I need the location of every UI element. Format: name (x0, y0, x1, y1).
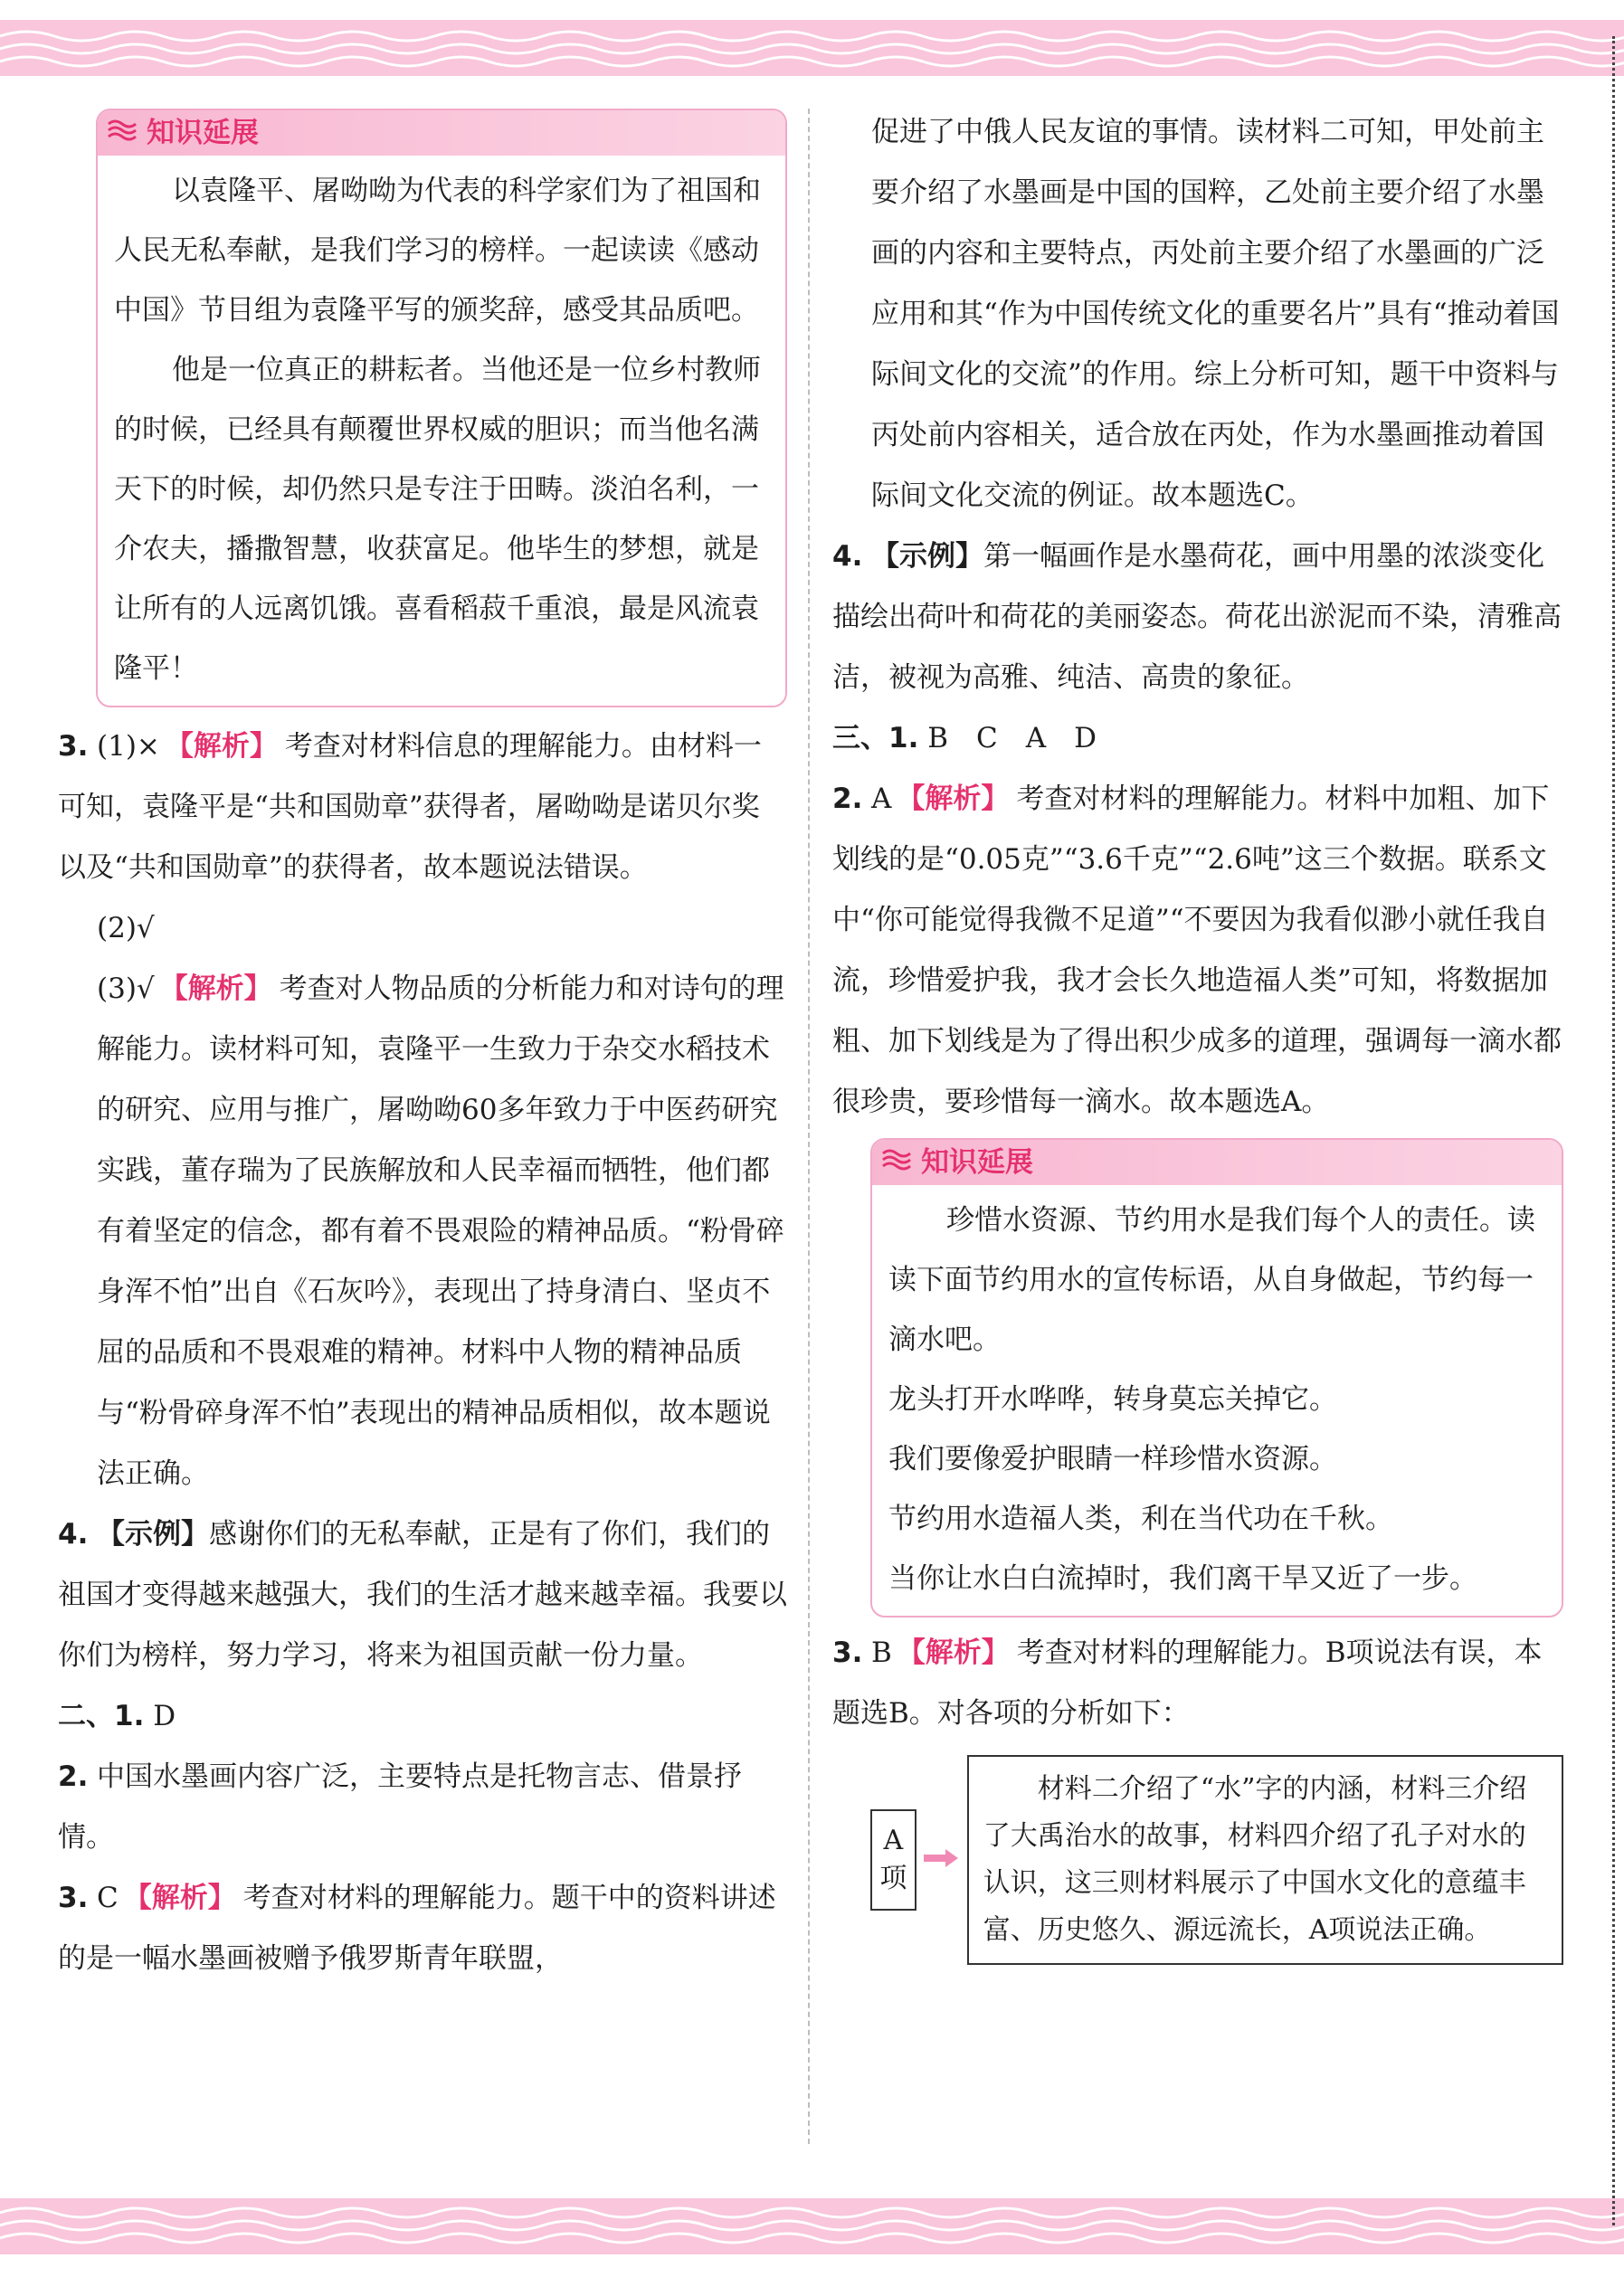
question-number: 4. (832, 540, 863, 573)
question-number: 1. (114, 1700, 145, 1732)
answer-letter: C (97, 1882, 119, 1914)
knowledge-box-right (870, 1138, 1563, 1618)
answer-letter: B (871, 1637, 892, 1669)
section-2-question-3 (58, 1868, 787, 1989)
question-number: 3. (58, 730, 89, 763)
continued-analysis-text: 促进了中俄人民友谊的事情。读材料二可知，甲处前主要介绍了水墨画是中国的国粹，乙处前主要介绍了水墨画的内容和主要特点，丙处前主要介绍了水墨画的广泛应用和其“作为中国传统文化的重要名片”具有“推动着国际间文化的交流”的作用。综上分析可知，题干中资料与丙处前内容相关，适合放在丙处，作为水墨画推动着国际间文化交流的例证。故本题选C。 (871, 116, 1560, 512)
analysis-tag: 【解析】 (159, 972, 272, 1005)
question-number: 3. (58, 1882, 89, 1914)
example-text: 感谢你们的无私奉献，正是有了你们，我们的祖国才变得越来越强大，我们的生活才越来越幸福。我要以你们为榜样，努力学习，将来为祖国贡献一份力量。 (58, 1518, 787, 1672)
right-column (832, 102, 1563, 1965)
top-wave-band (0, 20, 1624, 76)
answer-mark: (3)√ (97, 972, 155, 1005)
analysis-tag: 【解析】 (897, 783, 1010, 815)
knowledge-box-header (98, 110, 785, 156)
column-divider (808, 109, 810, 2144)
answer-text: D (153, 1700, 176, 1732)
slogan-line: 龙头打开水哗哗，转身莫忘关掉它。 (888, 1383, 1337, 1416)
example-tag: 【示例】 (871, 540, 983, 573)
section-3-question-3 (832, 1623, 1563, 1744)
left-column (58, 109, 787, 1989)
question-3 (58, 716, 787, 1504)
answer-mark: (2)√ (97, 912, 155, 944)
knowledge-paragraph: 他是一位真正的耕耘者。当他还是一位乡村教师的时候，已经具有颠覆世界权威的胆识；而当他名满天下的时候，却仍然只是专注于田畴。淡泊名利，一介农夫，播撒智慧，收获富足。他毕生的梦想，就是让所有的人远离饥饿。喜看稻菽千重浪，最是风流袁隆平！ (114, 354, 761, 685)
knowledge-paragraph: 珍惜水资源、节约用水是我们每个人的责任。读读下面节约用水的宣传标语，从自身做起，节约每一滴水吧。 (888, 1204, 1535, 1356)
bottom-wave-band (0, 2198, 1624, 2254)
arrow-right-icon (924, 1830, 960, 1891)
wave-lines-icon (107, 109, 138, 164)
question-number: 4. (58, 1518, 89, 1551)
knowledge-box-left (96, 109, 787, 707)
knowledge-box-title: 知识延展 (147, 116, 259, 149)
slogan-line: 节约用水造福人类，利在当代功在千秋。 (888, 1503, 1393, 1535)
wave-lines-icon (881, 1138, 912, 1193)
option-label-box (870, 1809, 916, 1911)
example-text: 第一幅画作是水墨荷花，画中用墨的浓淡变化描绘出荷叶和荷花的美丽姿态。荷花出淤泥而不染，清雅高洁，被视为高雅、纯洁、高贵的象征。 (832, 540, 1562, 694)
question-number: 3. (832, 1637, 863, 1669)
knowledge-paragraph: 以袁隆平、屠呦呦为代表的科学家们为了祖国和人民无私奉献，是我们学习的榜样。一起读读《感动中国》节目组为袁隆平写的颁奖辞，感受其品质吧。 (114, 175, 761, 327)
knowledge-box-body (872, 1185, 1562, 1616)
slogan-line: 当你让水白白流掉时，我们离干旱又近了一步。 (888, 1562, 1477, 1595)
answer-text: B C A D (927, 722, 1097, 754)
option-suffix: 项 (879, 1863, 907, 1894)
analysis-text: 考查对材料的理解能力。B项说法有误，本题选B。对各项的分析如下： (832, 1637, 1543, 1730)
section-3-question-2 (832, 769, 1563, 1133)
option-analysis-diagram (870, 1755, 1563, 1965)
analysis-tag: 【解析】 (123, 1882, 236, 1914)
analysis-tag: 【解析】 (897, 1637, 1010, 1669)
knowledge-box-title: 知识延展 (921, 1145, 1033, 1179)
section-label: 二、 (58, 1700, 114, 1732)
page-edge-dots (1612, 36, 1615, 2225)
analysis-text: 考查对材料的理解能力。题干中的资料讲述的是一幅水墨画被赠予俄罗斯青年联盟， (58, 1882, 776, 1975)
analysis-text: 考查对材料的理解能力。材料中加粗、加下划线的是“0.05克”“3.6千克”“2.6吨”这三个数据。联系文中“你可能觉得我微不足道”“不要因为我看似渺小就任我自流，珍惜爱护我，我才会长久地造福人类”可知，将数据加粗、加下划线是为了得出积少成多的道理，强调每一滴水都很珍贵，要珍惜每一滴水。故本题选A。 (832, 783, 1562, 1118)
section-3-question-1 (832, 708, 1563, 769)
analysis-tag: 【解析】 (165, 730, 278, 763)
right-question-4 (832, 527, 1563, 708)
section-2-question-2 (58, 1747, 787, 1868)
question-number: 2. (832, 783, 863, 815)
question-number: 1. (888, 722, 919, 754)
section-2-question-1 (58, 1686, 787, 1747)
option-letter: A (883, 1825, 904, 1856)
analysis-text: 考查对人物品质的分析能力和对诗句的理解能力。读材料可知，袁隆平一生致力于杂交水稻技术的研究、应用与推广，屠呦呦60多年致力于中医药研究实践，董存瑞为了民族解放和人民幸福而牺牲，他们都有着坚定的信念，都有着不畏艰险的精神品质。“粉骨碎身浑不怕”出自《石灰吟》，表现出了持身清白、坚贞不屈的品质和不畏艰难的精神。材料中人物的精神品质与“粉骨碎身浑不怕”表现出的精神品质相似，故本题说法正确。 (97, 972, 784, 1490)
question-number: 2. (58, 1760, 89, 1793)
question-4 (58, 1504, 787, 1686)
option-analysis-text: 材料二介绍了“水”字的内涵，材料三介绍了大禹治水的故事，材料四介绍了孔子对水的认识，这三则材料展示了中国水文化的意蕴丰富、历史悠久、源远流长，A项说法正确。 (967, 1755, 1563, 1965)
answer-letter: A (871, 783, 892, 815)
slogan-line: 我们要像爱护眼睛一样珍惜水资源。 (888, 1443, 1337, 1475)
analysis-text: 考查对材料信息的理解能力。由材料一可知，袁隆平是“共和国勋章”获得者，屠呦呦是诺贝尔奖以及“共和国勋章”的获得者，故本题说法错误。 (58, 730, 762, 884)
knowledge-box-body (98, 156, 785, 706)
example-tag: 【示例】 (97, 1518, 209, 1551)
knowledge-box-header (872, 1140, 1562, 1185)
answer-mark: (1)× (97, 730, 160, 763)
section-label: 三、 (832, 722, 888, 754)
answer-text: 中国水墨画内容广泛，主要特点是托物言志、借景抒情。 (58, 1760, 742, 1854)
